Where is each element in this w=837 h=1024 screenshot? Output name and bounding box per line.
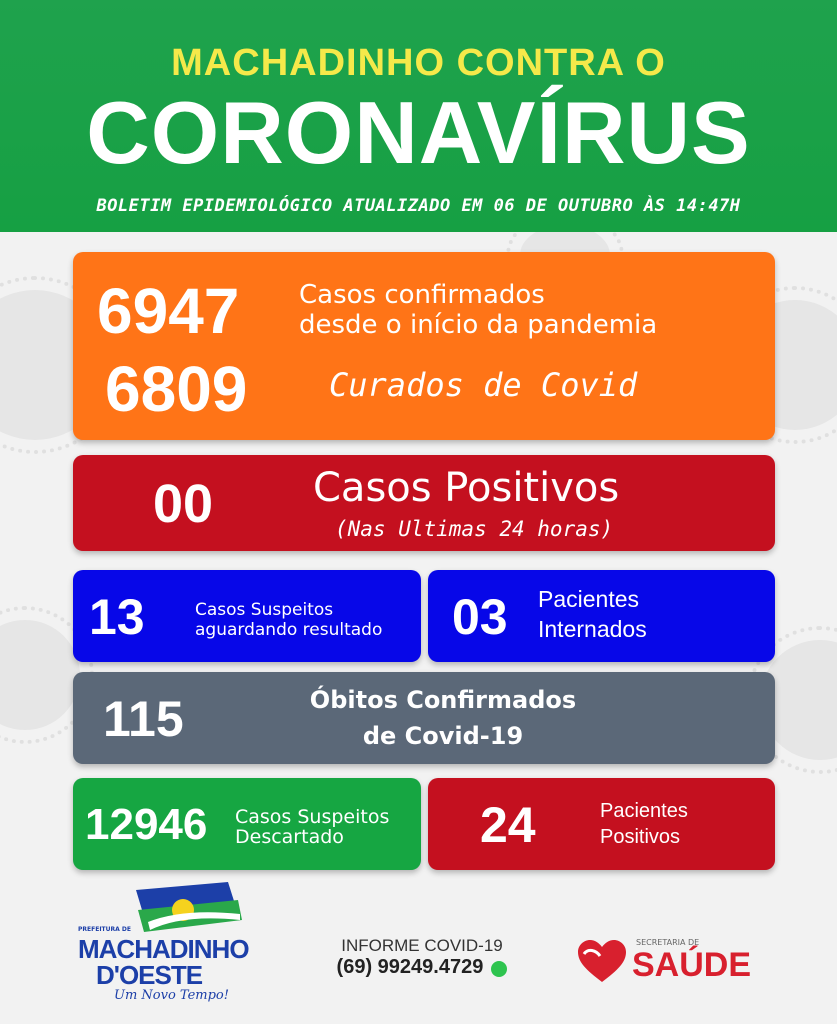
positive-label: Casos Positivos — [313, 465, 620, 511]
hospitalized-card — [428, 570, 775, 662]
informe-label: INFORME COVID-19 — [341, 936, 503, 955]
virus-decoration-icon — [0, 620, 80, 730]
discarded-count: 12946 — [85, 800, 208, 849]
contact-info — [312, 936, 532, 979]
city-slogan: Um Novo Tempo! — [114, 988, 229, 1003]
positive-count: 00 — [153, 474, 214, 534]
cured-count: 6809 — [105, 353, 248, 425]
suspected-label-line1: Casos Suspeitos — [195, 600, 334, 620]
cured-label: Curados de Covid — [329, 366, 638, 404]
positive-sublabel: (Nas Ultimas 24 horas) — [335, 517, 614, 541]
secretaria-label: SECRETARIA DE — [636, 938, 700, 947]
positive-cases-card — [73, 455, 775, 551]
deaths-card — [73, 672, 775, 764]
confirmed-cured-card — [73, 252, 775, 440]
confirmed-label-line1: Casos confirmados — [299, 280, 545, 310]
deaths-count: 115 — [103, 691, 184, 747]
suspected-label-line2: aguardando resultado — [195, 620, 383, 640]
phone-number[interactable]: (69) 99249.4729 — [336, 956, 484, 978]
hospitalized-label-line1: Pacientes — [538, 586, 640, 612]
discarded-label-line2: Descartado — [235, 826, 344, 848]
positive-patients-label-line1: Pacientes — [600, 800, 688, 822]
phone-row — [312, 956, 532, 979]
city-name-line1: MACHADINHO — [78, 934, 249, 964]
confirmed-count: 6947 — [97, 275, 240, 347]
saude-label: SAÚDE — [632, 946, 752, 984]
confirmed-label-line2: desde o início da pandemia — [299, 310, 658, 340]
suspected-count: 13 — [89, 589, 145, 645]
positive-patients-count: 24 — [480, 797, 536, 853]
prefeitura-label: PREFEITURA DE — [78, 926, 131, 933]
discarded-label-line1: Casos Suspeitos — [235, 806, 390, 828]
secretaria-saude-logo — [578, 938, 778, 988]
header-top-line: MACHADINHO CONTRA O — [171, 42, 666, 84]
deaths-label-line1: Óbitos Confirmados — [309, 686, 577, 714]
whatsapp-icon — [491, 961, 507, 977]
flag-sun-icon — [128, 880, 248, 942]
deaths-label-line2: de Covid-19 — [362, 722, 524, 750]
suspected-cases-card — [73, 570, 421, 662]
positive-patients-label-line2: Positivos — [600, 826, 681, 848]
bulletin-date: BOLETIM EPIDEMIOLÓGICO ATUALIZADO EM 06 DE OUTUBRO ÀS 14:47H — [96, 196, 741, 216]
hospitalized-count: 03 — [452, 589, 508, 645]
header-banner — [0, 0, 837, 232]
discarded-card — [73, 778, 421, 870]
hospitalized-label-line2: Internados — [538, 616, 647, 642]
city-name-line2: D'OESTE — [96, 960, 203, 990]
header-title: CORONAVÍRUS — [86, 83, 751, 182]
positive-patients-card — [428, 778, 775, 870]
machadinho-logo — [78, 880, 258, 1010]
heart-icon — [578, 940, 626, 984]
